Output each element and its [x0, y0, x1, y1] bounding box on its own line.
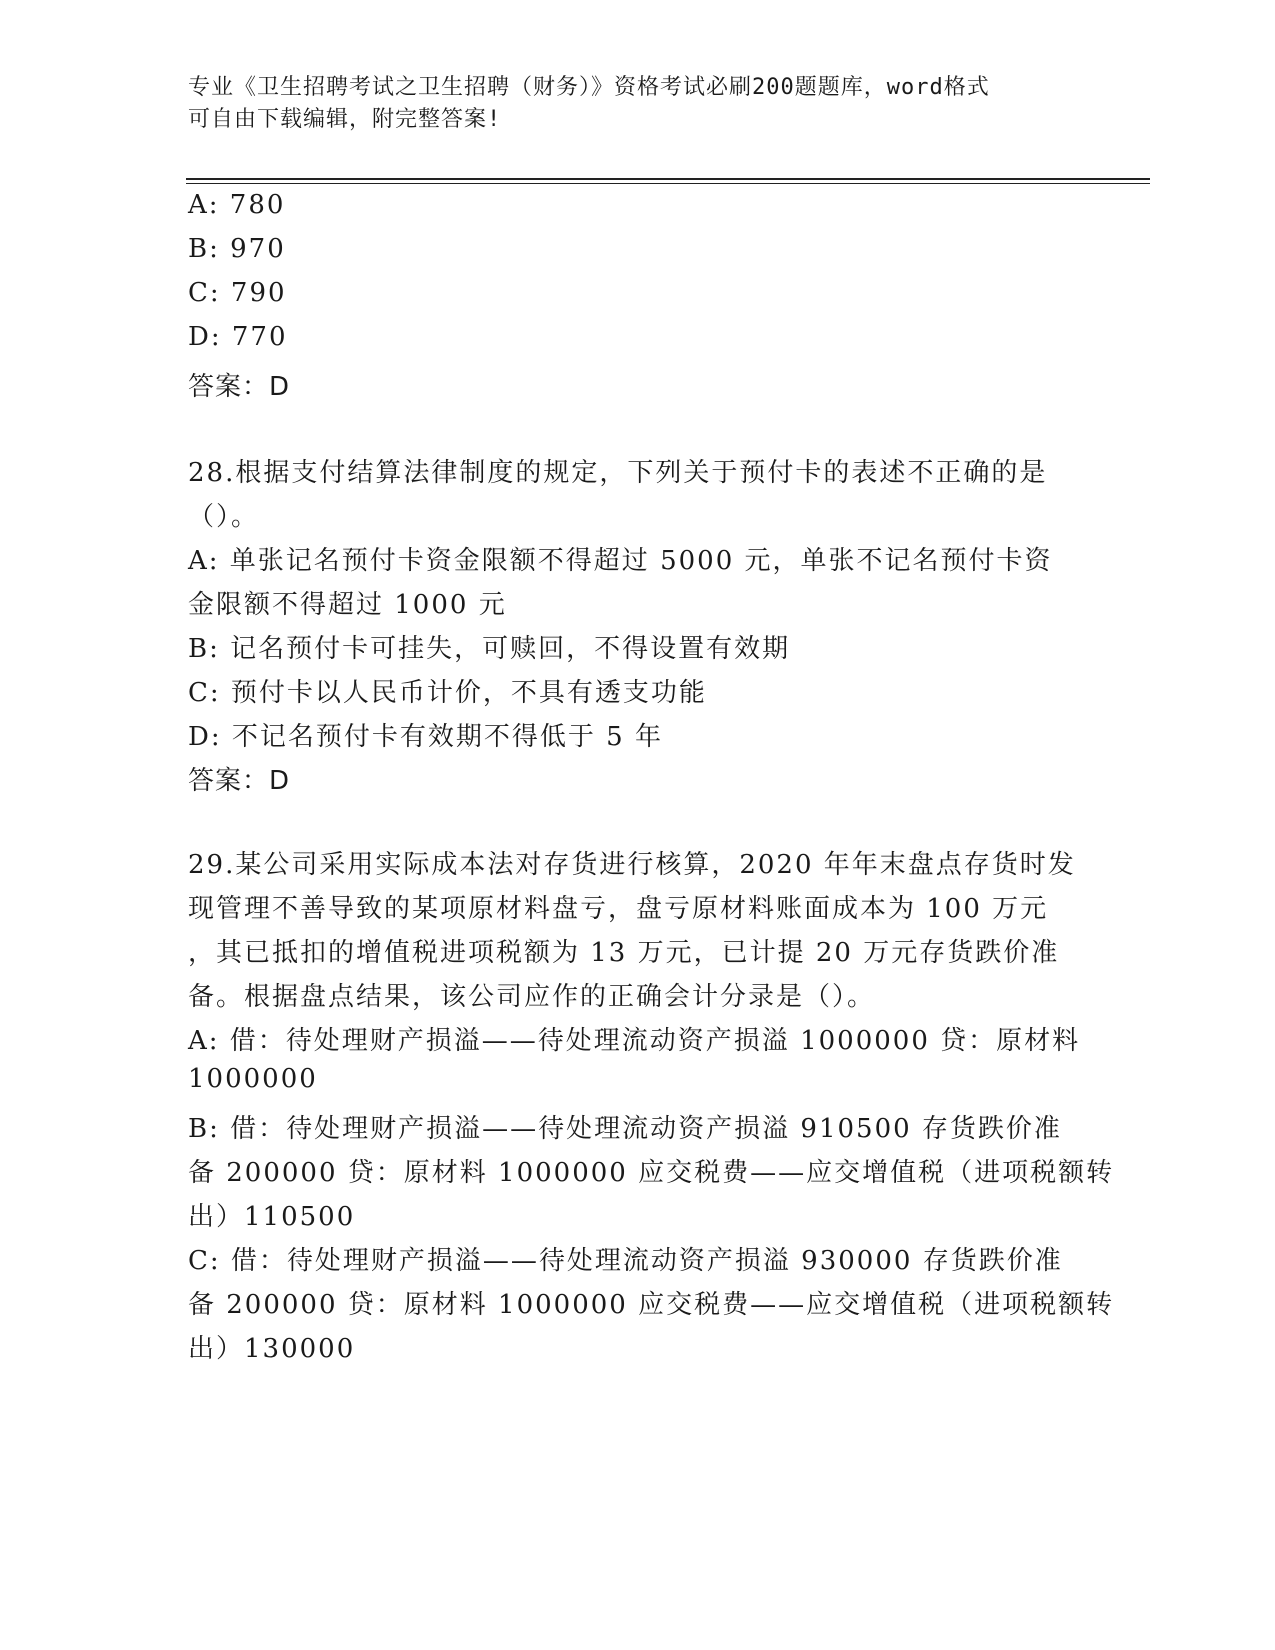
q29-stem-line-2: 现管理不善导致的某项原材料盘亏，盘亏原材料账面成本为 100 万元 — [188, 894, 1049, 924]
prev-option-d: D: 770 — [188, 322, 288, 352]
header-divider-thin — [186, 183, 1150, 184]
q29-option-b-line-2: 备 200000 贷：原材料 1000000 应交税费——应交增值税（进项税额转 — [188, 1158, 1115, 1188]
prev-option-c: C: 790 — [188, 278, 287, 308]
q29-option-a-line-1: A: 借：待处理财产损溢——待处理流动资产损溢 1000000 贷：原材料 — [188, 1026, 1081, 1056]
q29-option-a-line-2: 1000000 — [188, 1064, 318, 1094]
prev-option-b: B: 970 — [188, 234, 286, 264]
page-header — [188, 72, 1068, 136]
q28-option-d: D: 不记名预付卡有效期不得低于 5 年 — [188, 722, 663, 752]
q29-option-c-line-3: 出）130000 — [188, 1334, 356, 1364]
q29-option-b-line-1: B: 借：待处理财产损溢——待处理流动资产损溢 910500 存货跌价准 — [188, 1114, 1062, 1144]
q28-option-a-line-2: 金限额不得超过 1000 元 — [188, 590, 507, 620]
header-title-line-1: 专业《卫生招聘考试之卫生招聘（财务）》资格考试必刷200题题库，word格式 — [188, 75, 990, 100]
q28-option-c: C: 预付卡以人民币计价，不具有透支功能 — [188, 678, 707, 708]
q29-stem-line-1: 29.某公司采用实际成本法对存货进行核算，2020 年年末盘点存货时发 — [188, 850, 1076, 880]
q28-option-a-line-1: A: 单张记名预付卡资金限额不得超过 5000 元，单张不记名预付卡资 — [188, 546, 1053, 576]
q29-option-c-line-2: 备 200000 贷：原材料 1000000 应交税费——应交增值税（进项税额转 — [188, 1290, 1115, 1320]
q29-stem-line-3: ，其已抵扣的增值税进项税额为 13 万元，已计提 20 万元存货跌价准 — [188, 938, 1060, 968]
q28-option-b: B: 记名预付卡可挂失，可赎回，不得设置有效期 — [188, 634, 791, 664]
prev-option-a: A: 780 — [188, 190, 286, 220]
q29-option-b-line-3: 出）110500 — [188, 1202, 356, 1232]
q29-option-c-line-1: C: 借：待处理财产损溢——待处理流动资产损溢 930000 存货跌价准 — [188, 1246, 1063, 1276]
header-title-line-2: 可自由下载编辑，附完整答案! — [188, 107, 502, 132]
q29-stem-line-4: 备。根据盘点结果，该公司应作的正确会计分录是（）。 — [188, 982, 876, 1012]
q28-stem-line-1: 28.根据支付结算法律制度的规定，下列关于预付卡的表述不正确的是 — [188, 458, 1048, 488]
q28-answer: 答案：D — [188, 766, 291, 796]
prev-answer: 答案：D — [188, 372, 291, 402]
q28-stem-line-2: （）。 — [188, 502, 260, 532]
header-divider-thick — [186, 178, 1150, 180]
